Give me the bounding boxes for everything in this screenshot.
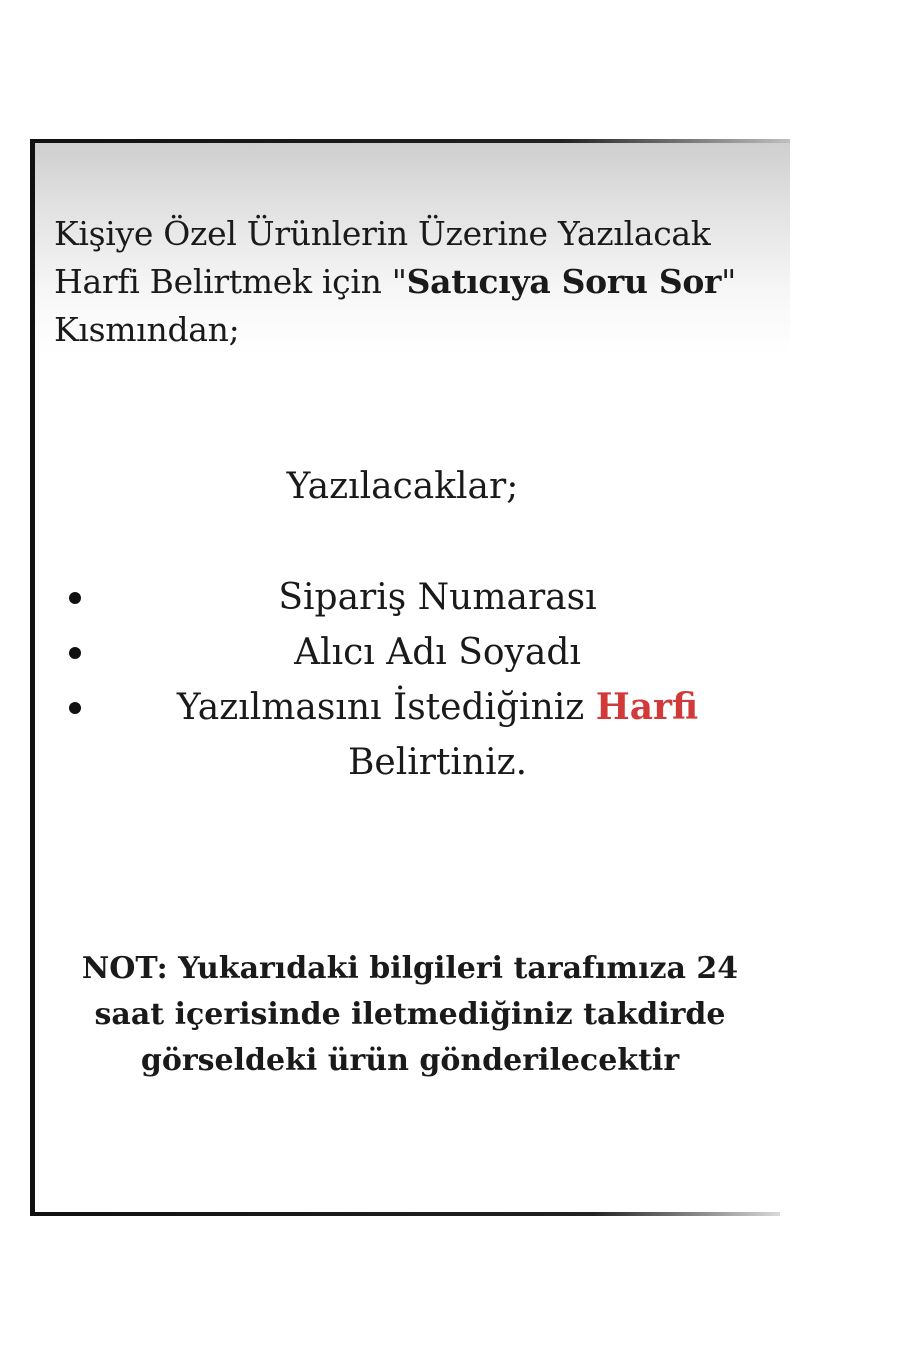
list-item-text-end: Belirtiniz.	[347, 742, 528, 783]
note-text: NOT: Yukarıdaki bilgileri tarafımıza 24 saat içerisinde iletmediğiniz takdirde görseldeki ürün gönderilecektir	[81, 951, 739, 1078]
list-heading: Yazılacaklar;	[286, 466, 519, 507]
intro-paragraph	[54, 210, 764, 354]
list-item	[0, 625, 900, 680]
list-item	[0, 570, 900, 625]
list-item-text	[115, 680, 760, 790]
highlight-text: Harfi	[595, 686, 699, 728]
list-item-text-start: Yazılmasını İstediğiniz	[176, 687, 596, 728]
frame-bottom-border	[30, 1212, 780, 1216]
list-item-text: Sipariş Numarası	[278, 577, 597, 618]
frame-top-border	[30, 139, 790, 143]
list-item-text: Alıcı Adı Soyadı	[294, 632, 581, 673]
intro-text-end: " Kısmından;	[54, 262, 737, 349]
bullet-icon	[69, 592, 81, 604]
required-info-list	[0, 570, 900, 790]
bullet-icon	[69, 647, 81, 659]
intro-text-start: Kişiye Özel Ürünlerin Üzerine Yazılacak Harfi Belirtmek için "	[54, 214, 711, 301]
list-item	[0, 680, 900, 790]
intro-bold-text: Satıcıya Soru Sor	[406, 262, 722, 301]
bullet-icon	[69, 702, 81, 714]
